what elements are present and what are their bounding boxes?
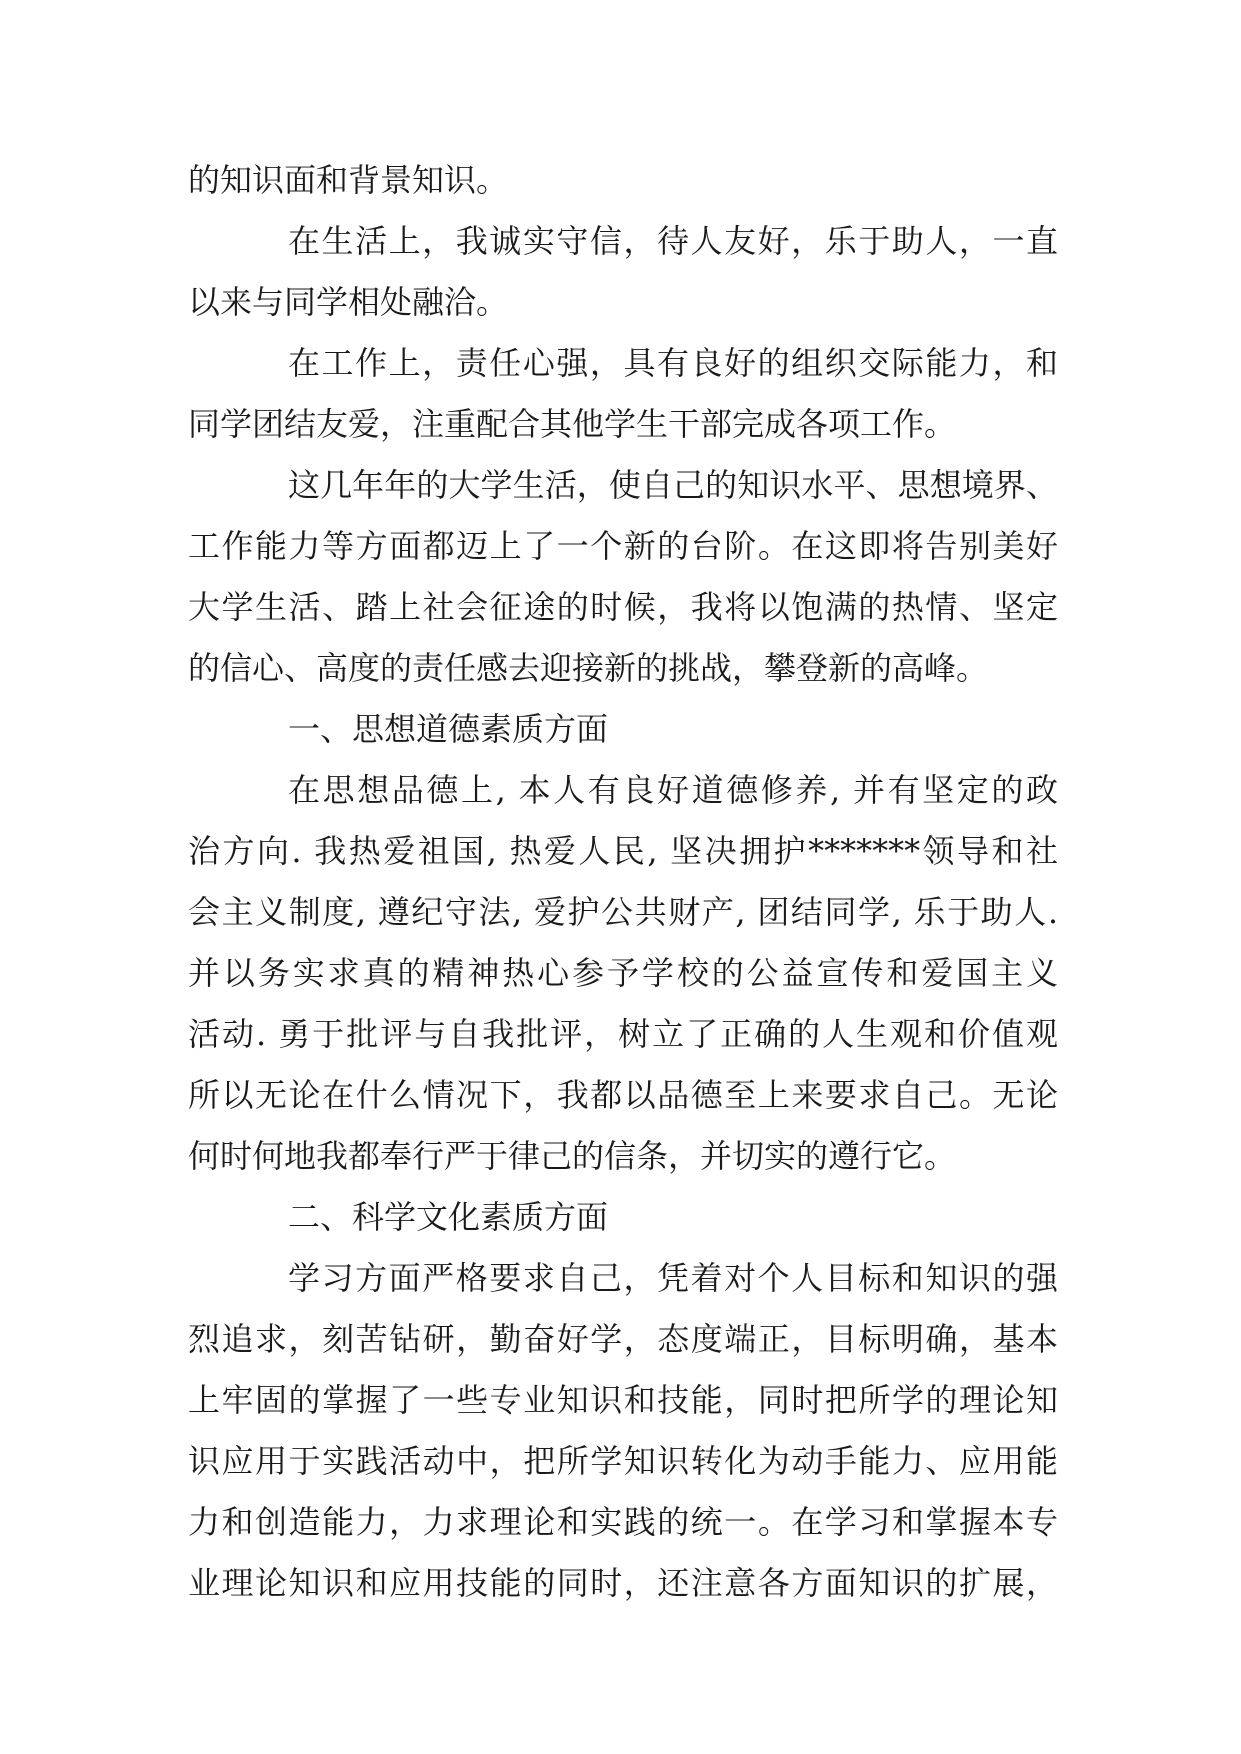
body-text-line: 的知识面和背景知识。 xyxy=(188,161,509,199)
paragraph-life-first-line: 在生活上，我诚实守信，待人友好，乐于助人，一直 xyxy=(288,222,1058,260)
body-text-line: 识应用于实践活动中，把所学知识转化为动手能力、应用能 xyxy=(188,1442,1058,1480)
body-text-line: 上牢固的掌握了一些专业知识和技能，同时把所学的理论知 xyxy=(188,1381,1058,1419)
body-text-line: 力和创造能力，力求理论和实践的统一。在学习和掌握本专 xyxy=(188,1503,1058,1541)
body-text-line: 同学团结友爱，注重配合其他学生干部完成各项工作。 xyxy=(188,405,957,443)
body-text-line: 以来与同学相处融洽。 xyxy=(188,283,509,321)
body-text-line: 大学生活、踏上社会征途的时候，我将以饱满的热情、坚定 xyxy=(188,588,1058,626)
body-text-line: 治方向. 我热爱祖国, 热爱人民, 坚决拥护*******领导和社 xyxy=(188,832,1058,870)
body-text-line: 所以无论在什么情况下，我都以品德至上来要求自己。无论 xyxy=(188,1076,1058,1114)
section-heading-culture: 二、科学文化素质方面 xyxy=(288,1198,609,1236)
body-text-line: 何时何地我都奉行严于律己的信条，并切实的遵行它。 xyxy=(188,1137,957,1175)
body-text-line: 并以务实求真的精神热心参予学校的公益宣传和爱国主义 xyxy=(188,954,1058,992)
body-text-line: 业理论知识和应用技能的同时，还注意各方面知识的扩展， xyxy=(188,1564,1058,1602)
document-body xyxy=(188,150,1058,1614)
section-heading-moral: 一、思想道德素质方面 xyxy=(288,710,609,748)
body-text-line: 工作能力等方面都迈上了一个新的台阶。在这即将告别美好 xyxy=(188,527,1058,565)
body-text-line: 活动. 勇于批评与自我批评，树立了正确的人生观和价值观 xyxy=(188,1015,1058,1053)
paragraph-moral-first-line: 在思想品德上, 本人有良好道德修养, 并有坚定的政 xyxy=(288,771,1058,809)
paragraph-work-first-line: 在工作上，责任心强，具有良好的组织交际能力，和 xyxy=(288,344,1058,382)
body-text-line: 会主义制度, 遵纪守法, 爱护公共财产, 团结同学, 乐于助人. xyxy=(188,893,1058,931)
body-text-line: 烈追求，刻苦钻研，勤奋好学，态度端正，目标明确，基本 xyxy=(188,1320,1058,1358)
paragraph-summary-first-line: 这几年年的大学生活，使自己的知识水平、思想境界、 xyxy=(288,466,1058,504)
body-text-line: 的信心、高度的责任感去迎接新的挑战，攀登新的高峰。 xyxy=(188,649,989,687)
paragraph-study-first-line: 学习方面严格要求自己，凭着对个人目标和知识的强 xyxy=(288,1259,1058,1297)
